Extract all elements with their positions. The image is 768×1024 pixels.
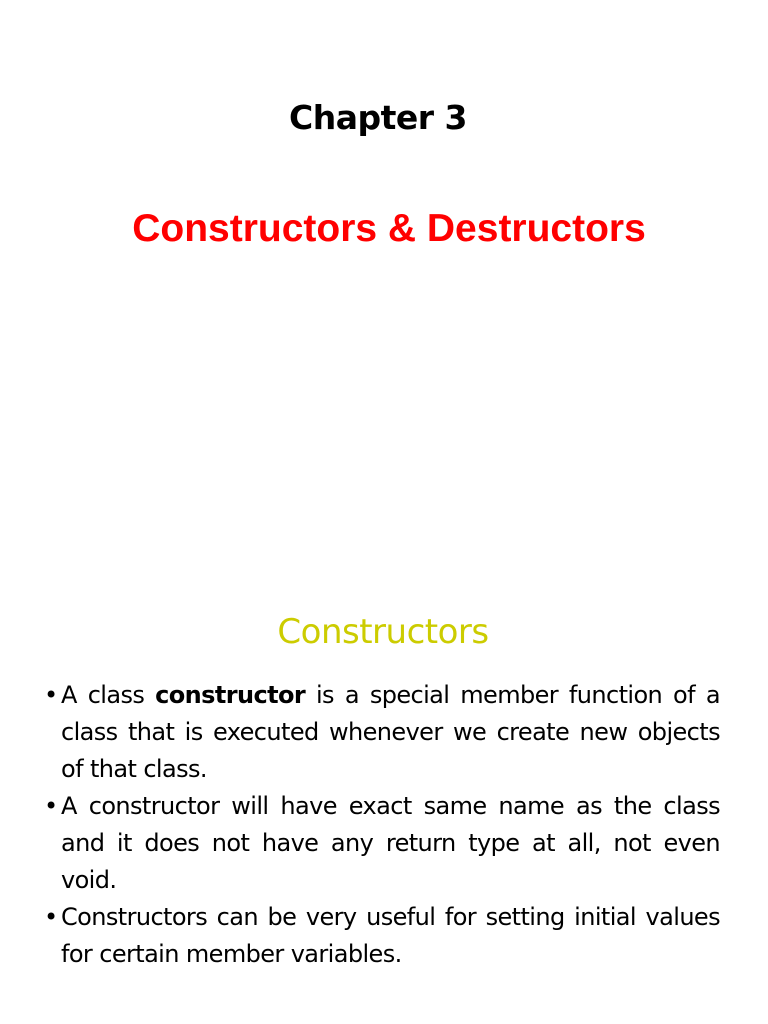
chapter-subtitle: Constructors & Destructors [132, 207, 646, 250]
bullet-icon: • [44, 792, 58, 820]
bullet-text-after: is a special member function of a class that is executed whenever we create new objects of that class. [61, 681, 720, 783]
bullet-list [44, 677, 720, 973]
bullet-text-before: A class [61, 681, 156, 709]
bullet-text-bold: constructor [155, 681, 306, 709]
bullet-text: A constructor will have exact same name as the class and it does not have any return type at all, not even void. [61, 792, 720, 894]
section-heading: Constructors [277, 612, 489, 652]
chapter-title: Chapter 3 [289, 98, 467, 137]
constructors-slide [0, 576, 768, 1024]
bullet-item [44, 899, 720, 973]
bullet-icon: • [44, 681, 58, 709]
bullet-icon: • [44, 903, 58, 931]
bullet-item [44, 677, 720, 788]
bullet-item [44, 788, 720, 899]
bullet-text: Constructors can be very useful for setting initial values for certain member variables. [61, 903, 720, 968]
